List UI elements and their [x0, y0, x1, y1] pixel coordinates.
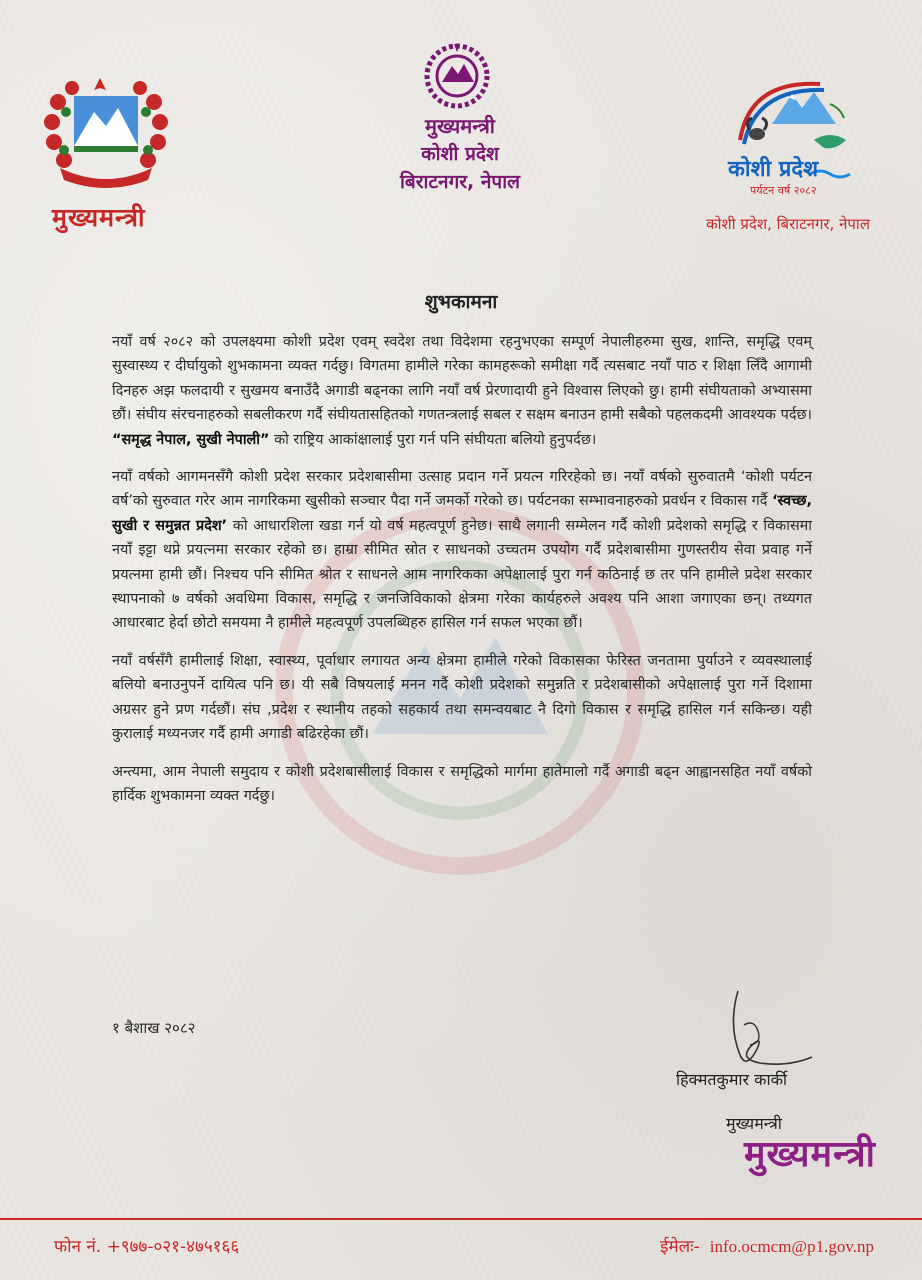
letter-body — [112, 330, 812, 821]
nepal-coat-of-arms-icon — [38, 72, 174, 192]
chief-minister-emblem-icon — [414, 40, 500, 112]
letter-heading: शुभकामना — [424, 291, 498, 313]
right-address: कोशी प्रदेश, बिराटनगर, नेपाल — [706, 215, 870, 233]
koshi-tourism-logo-icon — [720, 70, 870, 200]
paragraph-3: नयाँ वर्षसँगै हामीलाई शिक्षा, स्वास्थ्य, पूर्वाधार लगायत अन्य क्षेत्रमा हामीले गरेको विकासका फेरिस्त जनतामा पुर्याउने र व्यवस्थालाई बलियो बनाउनुपर्ने दायित्व पनि छ। यी सबै विषयलाई मनन गर्दै कोशी प्रदेशको समुन्नति र प्रदेशबासीको अपेक्षालाई पुरा गर्ने दिशामा अग्रसर हुने प्रण गर्दछौं। संघ ,प्रदेश र स्थानीय तहको सहकार्य तथा समन्वयबाट नै दिगो विकास र समृद्धि हासिल गर्न सकिन्छ। यही कुरालाई मध्यनजर गर्दै हामी अगाडी बढिरहेका छौं। — [112, 652, 812, 743]
footer-divider — [0, 1218, 922, 1220]
paragraph-1-end: को राष्ट्रिय आकांक्षालाई पुरा गर्न पनि संघीयता बलियो हुनुपर्दछ। — [274, 431, 597, 448]
paragraph-2-end: को आधारशिला खडा गर्न यो वर्ष महत्वपूर्ण हुनेछ। साथै लगानी सम्मेलन गर्दै कोशी प्रदेशको समृद्धि र विकासमा नयाँ इट्टा थप्ने प्रयत्नमा सरकार रहेको छ। हाम्रा सीमित स्रोत र साधनको उच्चतम उपयोग गर्दै प्रदेशबासीमा गुणस्तरीय सेवा प्रवाह गर्ने प्रयत्नमा हामी छौं। निश्चय पनि सीमित श्रोत र साधनले आम नागरिकका अपेक्षालाई पुरा गर्न कठिनाई छ तर पनि हामीले प्रदेश सरकार स्थापनाको ७ वर्षको अवधिमा विकास, समृद्धि र जनजिविकाको क्षेत्रमा गरेका कार्यहरुले अवश्य पनि आशा जगाएका छन्। तथ्यगत आधारबाट हेर्दा छोटो समयमा नै हामीले महत्वपूर्ण उपलब्धिहरु हासिल गर्न सफल भएका छौं। — [112, 517, 813, 632]
signer-name: हिक्मतकुमार कार्की — [676, 1070, 788, 1089]
office-province: कोशी प्रदेश — [421, 143, 499, 165]
left-title: मुख्यमन्त्री — [52, 203, 146, 232]
chief-minister-stamp: मुख्यमन्त्री — [744, 1134, 876, 1175]
email-label: ईमेलः- — [660, 1237, 700, 1257]
paragraph-2-text: नयाँ वर्षको आगमनसँगै कोशी प्रदेश सरकार प्रदेशबासीमा उत्साह प्रदान गर्ने प्रयत्न गरिरहेको छ। नयाँ वर्षको सुरुवातमै ‘कोशी पर्यटन वर्ष’को सुरुवात गरेर आम नागरिकमा खुसीको सञ्चार पैदा गर्ने जमर्को गरेको छ। पर्यटनका सम्भावनाहरुको प्रवर्धन र विकास गर्दै — [112, 469, 812, 510]
right-logo-subtitle: पर्यटन वर्ष २०८२ — [750, 184, 817, 197]
paragraph-2 — [112, 465, 812, 636]
signer-title: मुख्यमन्त्री — [726, 1114, 782, 1133]
footer-email — [660, 1234, 874, 1257]
paragraph-1 — [112, 330, 812, 452]
office-header — [360, 112, 560, 196]
paragraph-4: अन्त्यमा, आम नेपाली समुदाय र कोशी प्रदेशबासीलाई विकास र समृद्धिको मार्गमा हातेमालो गर्दै अगाडी बढ्न आह्वानसहित नयाँ वर्षको हार्दिक शुभकामना व्यक्त गर्दछु। — [112, 763, 812, 804]
footer-phone: फोन नं. +९७७-०२१-४७५१६६ — [54, 1237, 240, 1257]
paragraph-1-text: नयाँ वर्ष २०८२ को उपलक्ष्यमा कोशी प्रदेश एवम् स्वदेश तथा विदेशमा रहनुभएका सम्पूर्ण नेपालीहरुमा सुख, शान्ति, समृद्धि एवम् सुस्वास्थ्य र दीर्घायुको शुभकामना व्यक्त गर्दछु। विगतमा हामीले गरेका कामहरूको समीक्षा गर्दै त्यसबाट नयाँ पाठ र शिक्षा लिँदै आगामी दिनहरु अझ फलदायी र सुखमय बनाउँदै अगाडी बढ्नका लागि नयाँ वर्ष प्रेरणादायी हुने विश्वास लिएको छु। हामी संघीयताको अभ्यासमा छौं। संघीय संरचनाहरुको सबलीकरण गर्दै संघीयतासहितको गणतन्त्रलाई सबल र सक्षम बनाउन हामी सबैको पहलकदमी आवश्यक पर्दछ। — [112, 334, 812, 424]
letter-date: १ बैशाख २०८२ — [112, 1019, 196, 1037]
province-slogan-bold: ‘स्वच्छ, सुखी र समुन्नत प्रदेश’ — [112, 493, 812, 534]
email-address[interactable]: info.ocmcm@p1.gov.np — [709, 1237, 874, 1256]
office-title: मुख्यमन्त्री — [425, 114, 495, 138]
slogan-bold: “समृद्ध नेपाल, सुखी नेपाली” — [112, 431, 270, 448]
office-city: बिराटनगर, नेपाल — [399, 171, 521, 193]
right-logo-title: कोशी प्रदेश — [728, 157, 819, 182]
